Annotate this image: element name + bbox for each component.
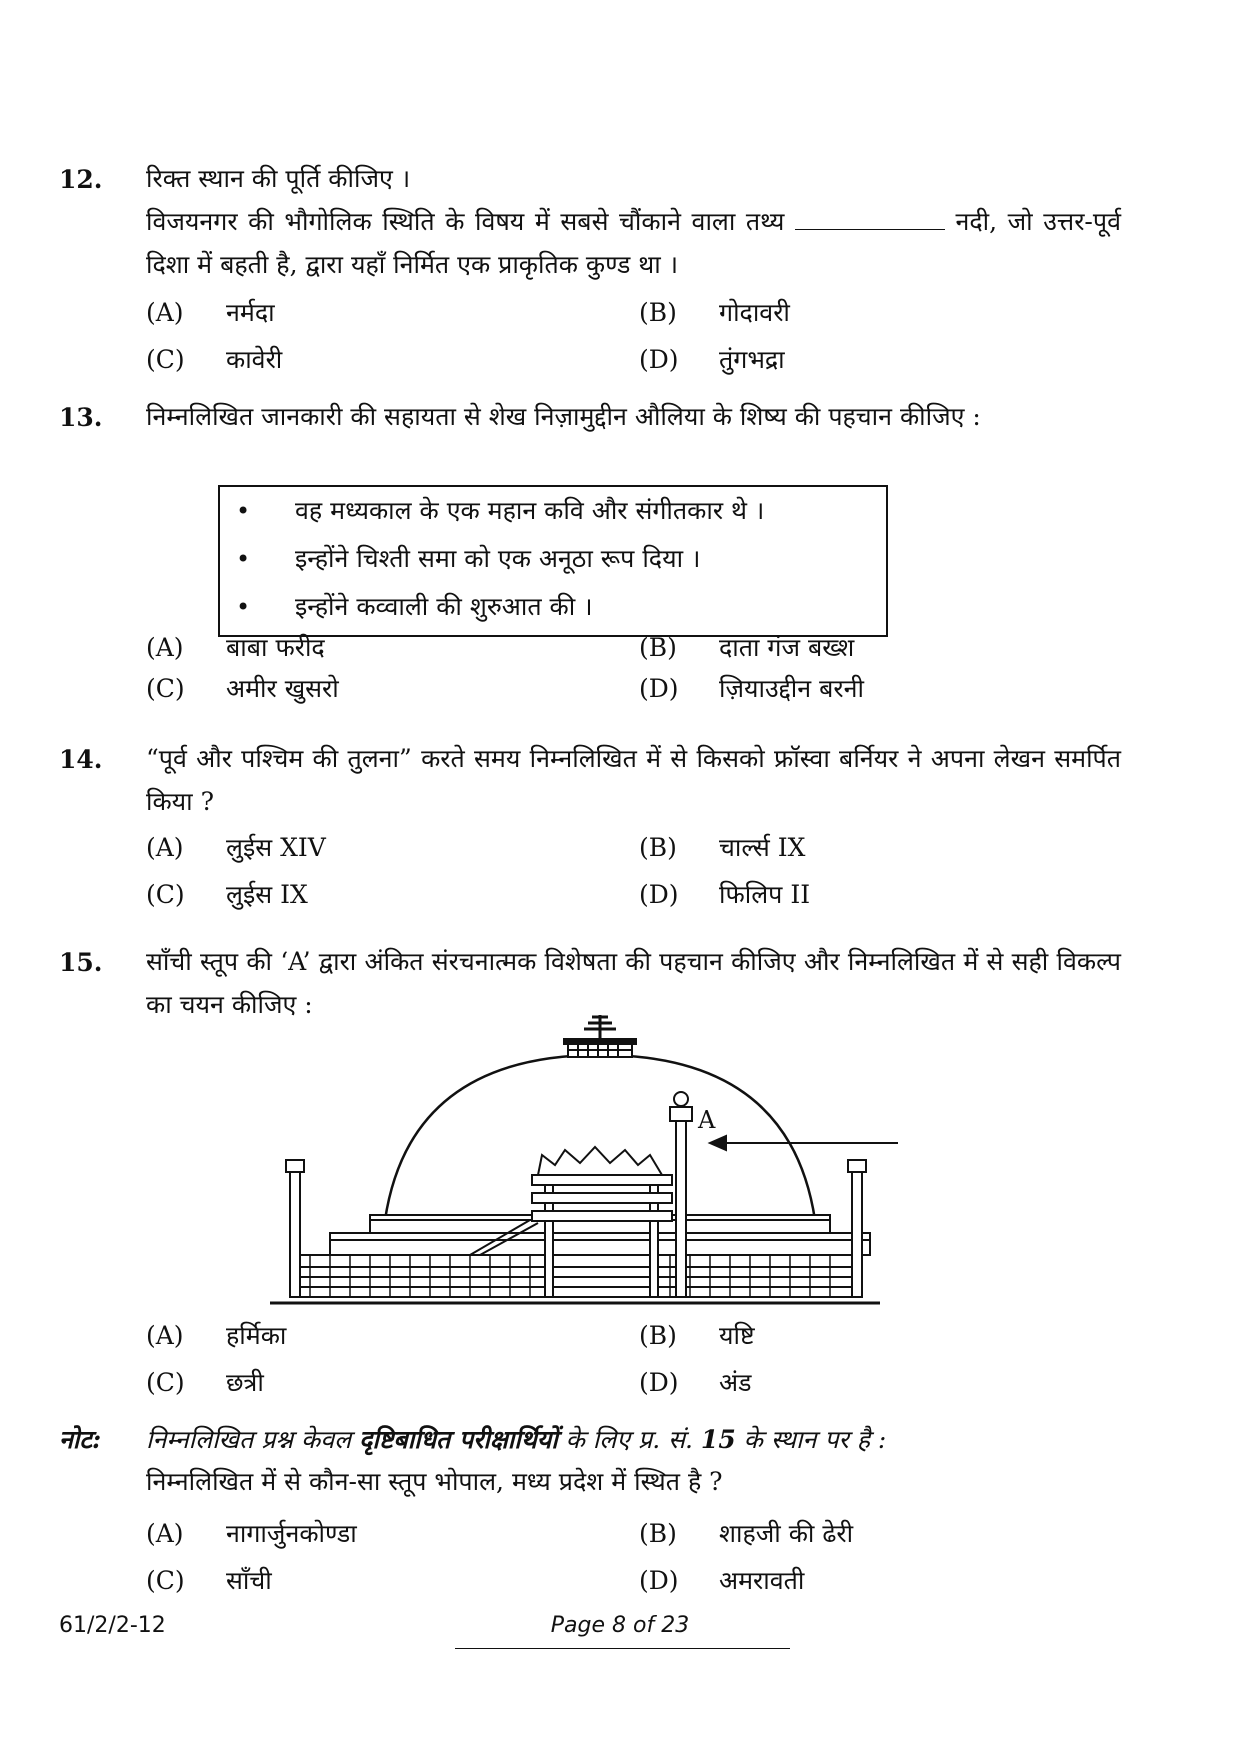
option-d[interactable]	[639, 342, 785, 376]
footer-divider	[455, 1648, 790, 1649]
question-number: 13.	[59, 403, 103, 432]
question-text: “पूर्व और पश्चिम की तुलना” करते समय निम्नलिखित में से किसको फ्रॉस्वा बर्नियर ने अपना लेखन समर्पित किया ?	[146, 744, 1121, 816]
note-text-part2: के लिए प्र. सं.	[565, 1425, 693, 1454]
option-c[interactable]	[146, 877, 308, 911]
option-label: (D)	[639, 1368, 679, 1397]
option-label: (C)	[146, 880, 185, 909]
note-question: निम्नलिखित में से कौन-सा स्तूप भोपाल, मध्य प्रदेश में स्थित है ?	[146, 1467, 723, 1496]
option-b[interactable]	[639, 830, 805, 864]
option-label: (C)	[146, 674, 185, 703]
option-text: छत्री	[226, 1368, 264, 1397]
option-a[interactable]	[146, 1318, 286, 1352]
figure-label-a: A	[698, 1106, 716, 1134]
option-d[interactable]	[639, 877, 810, 911]
option-text: फिलिप II	[719, 880, 811, 909]
note-question-ref: 15	[700, 1425, 736, 1454]
question-number: 14.	[59, 745, 103, 774]
fill-blank	[795, 207, 945, 230]
question-body-part2: नदी, जो उत्तर-पूर्व दिशा में बहती है, द्वारा यहाँ निर्मित एक प्राकृतिक कुण्ड था ।	[146, 207, 1121, 279]
option-text: यष्टि	[719, 1321, 755, 1350]
option-d[interactable]	[639, 1563, 804, 1597]
option-text: अंड	[719, 1368, 752, 1397]
note-text-part3: के स्थान पर है :	[743, 1425, 887, 1454]
option-label: (B)	[639, 298, 677, 327]
question-text: निम्नलिखित जानकारी की सहायता से शेख निज़ामुद्दीन औलिया के शिष्य की पहचान कीजिए :	[146, 402, 981, 431]
note-text-bold: दृष्टिबाधित परीक्षार्थियों	[359, 1425, 558, 1454]
note-text-part1: निम्नलिखित प्रश्न केवल	[146, 1425, 352, 1454]
page-number: Page 8 of 23	[550, 1613, 690, 1638]
option-d[interactable]	[639, 1365, 751, 1399]
option-label: (B)	[639, 1519, 677, 1548]
option-label: (D)	[639, 674, 679, 703]
clue-item: • इन्होंने चिश्ती समा को एक अनूठा रूप दिया ।	[220, 535, 886, 583]
option-d[interactable]	[639, 671, 864, 705]
option-c[interactable]	[146, 342, 282, 376]
option-label: (D)	[639, 880, 679, 909]
option-label: (D)	[639, 345, 679, 374]
paper-code: 61/2/2-12	[59, 1613, 166, 1638]
option-b[interactable]	[639, 295, 790, 329]
clue-item: • इन्होंने कव्वाली की शुरुआत की ।	[220, 583, 886, 631]
question-number: 15.	[59, 948, 103, 977]
option-label: (B)	[639, 1321, 677, 1350]
option-c[interactable]	[146, 671, 339, 705]
option-b[interactable]	[639, 1516, 853, 1550]
option-c[interactable]	[146, 1365, 264, 1399]
note-text	[146, 1422, 886, 1456]
option-label: (C)	[146, 345, 185, 374]
sanchi-stupa-figure	[270, 1015, 970, 1305]
option-text: तुंगभद्रा	[719, 345, 785, 374]
option-text: चार्ल्स IX	[719, 833, 806, 862]
option-text: लुईस XIV	[226, 833, 326, 862]
option-label: (A)	[146, 1321, 184, 1350]
option-a[interactable]	[146, 295, 275, 329]
question-instruction: रिक्त स्थान की पूर्ति कीजिए ।	[146, 164, 411, 193]
option-a[interactable]	[146, 630, 325, 664]
question-text	[146, 157, 1121, 286]
option-label: (B)	[639, 833, 677, 862]
option-text: नर्मदा	[226, 298, 275, 327]
option-label: (A)	[146, 298, 184, 327]
option-a[interactable]	[146, 830, 326, 864]
option-label: (A)	[146, 633, 184, 662]
option-label: (A)	[146, 833, 184, 862]
note-label: नोट:	[59, 1425, 102, 1454]
option-label: (C)	[146, 1566, 185, 1595]
question-body	[146, 200, 1121, 286]
option-text: कावेरी	[226, 345, 283, 374]
option-label: (B)	[639, 633, 677, 662]
option-text: बाबा फरीद	[226, 633, 325, 662]
question-number: 12.	[59, 165, 103, 194]
option-b[interactable]	[639, 630, 854, 664]
option-text: गोदावरी	[719, 298, 790, 327]
option-c[interactable]	[146, 1563, 272, 1597]
option-text: दाता गंज बख्श	[719, 633, 855, 662]
clue-item: • वह मध्यकाल के एक महान कवि और संगीतकार थे ।	[220, 487, 886, 535]
question-text: साँची स्तूप की ‘A’ द्वारा अंकित संरचनात्मक विशेषता की पहचान कीजिए और निम्नलिखित में से सही विकल्प का चयन कीजिए :	[146, 947, 1121, 1019]
option-text: ज़ियाउद्दीन बरनी	[719, 674, 864, 703]
option-text: अमीर खुसरो	[226, 674, 339, 703]
option-a[interactable]	[146, 1516, 357, 1550]
option-text: हर्मिका	[226, 1321, 287, 1350]
option-text: लुईस IX	[226, 880, 308, 909]
option-text: नागार्जुनकोण्डा	[226, 1519, 357, 1548]
option-text: शाहजी की ढेरी	[719, 1519, 854, 1548]
question-body-part1: विजयनगर की भौगोलिक स्थिति के विषय में सबसे चौंकाने वाला तथ्य	[146, 207, 785, 236]
option-label: (D)	[639, 1566, 679, 1595]
option-label: (A)	[146, 1519, 184, 1548]
option-label: (C)	[146, 1368, 185, 1397]
option-text: अमरावती	[719, 1566, 805, 1595]
option-b[interactable]	[639, 1318, 755, 1352]
option-text: साँची	[226, 1566, 272, 1595]
clue-box	[218, 485, 888, 637]
